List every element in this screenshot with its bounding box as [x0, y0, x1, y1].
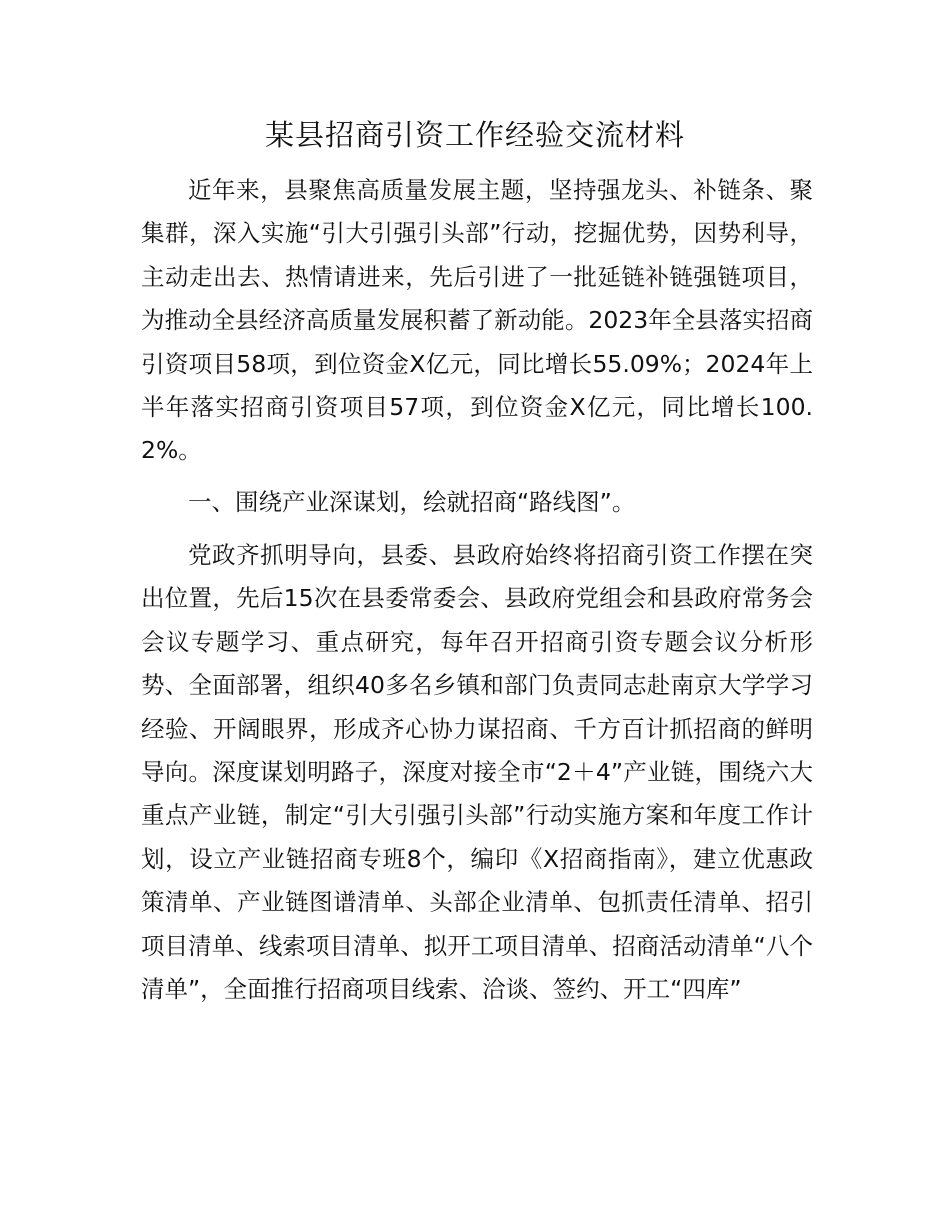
document-title: 某县招商引资工作经验交流材料	[264, 118, 685, 152]
paragraph-intro: 近年来，县聚焦高质量发展主题，坚持强龙头、补链条、聚集群，深入实施“引大引强引头部”行动，挖掘优势，因势利导，主动走出去、热情请进来，先后引进了一批延链补链强链项目，为推动全县经济高质量发展积蓄了新动能。2023年全县落实招商引资项目58项，到位资金X亿元，同比增长55.09%；2024年上半年落实招商引资项目57项，到位资金X亿元，同比增长100.2%。	[141, 176, 813, 465]
paragraph-section-1: 党政齐抓明导向，县委、县政府始终将招商引资工作摆在突出位置，先后15次在县委常委会、县政府党组会和县政府常务会会议专题学习、重点研究，每年召开招商引资专题会议分析形势、全面部署，组织40多名乡镇和部门负责同志赴南京大学学习经验、开阔眼界，形成齐心协力谋招商、千方百计抓招商的鲜明导向。深度谋划明路子，深度对接全市“2＋4”产业链，围绕六大重点产业链，制定“引大引强引头部”行动实施方案和年度工作计划，设立产业链招商专班8个，编印《X招商指南》，建立优惠政策清单、产业链图谱清单、头部企业清单、包抓责任清单、招引项目清单、线索项目清单、拟开工项目清单、招商活动清单“八个清单”，全面推行招商项目线索、洽谈、签约、开工“四库”	[141, 541, 813, 1004]
section-heading-1: 一、围绕产业深谋划，绘就招商“路线图”。	[188, 488, 636, 516]
